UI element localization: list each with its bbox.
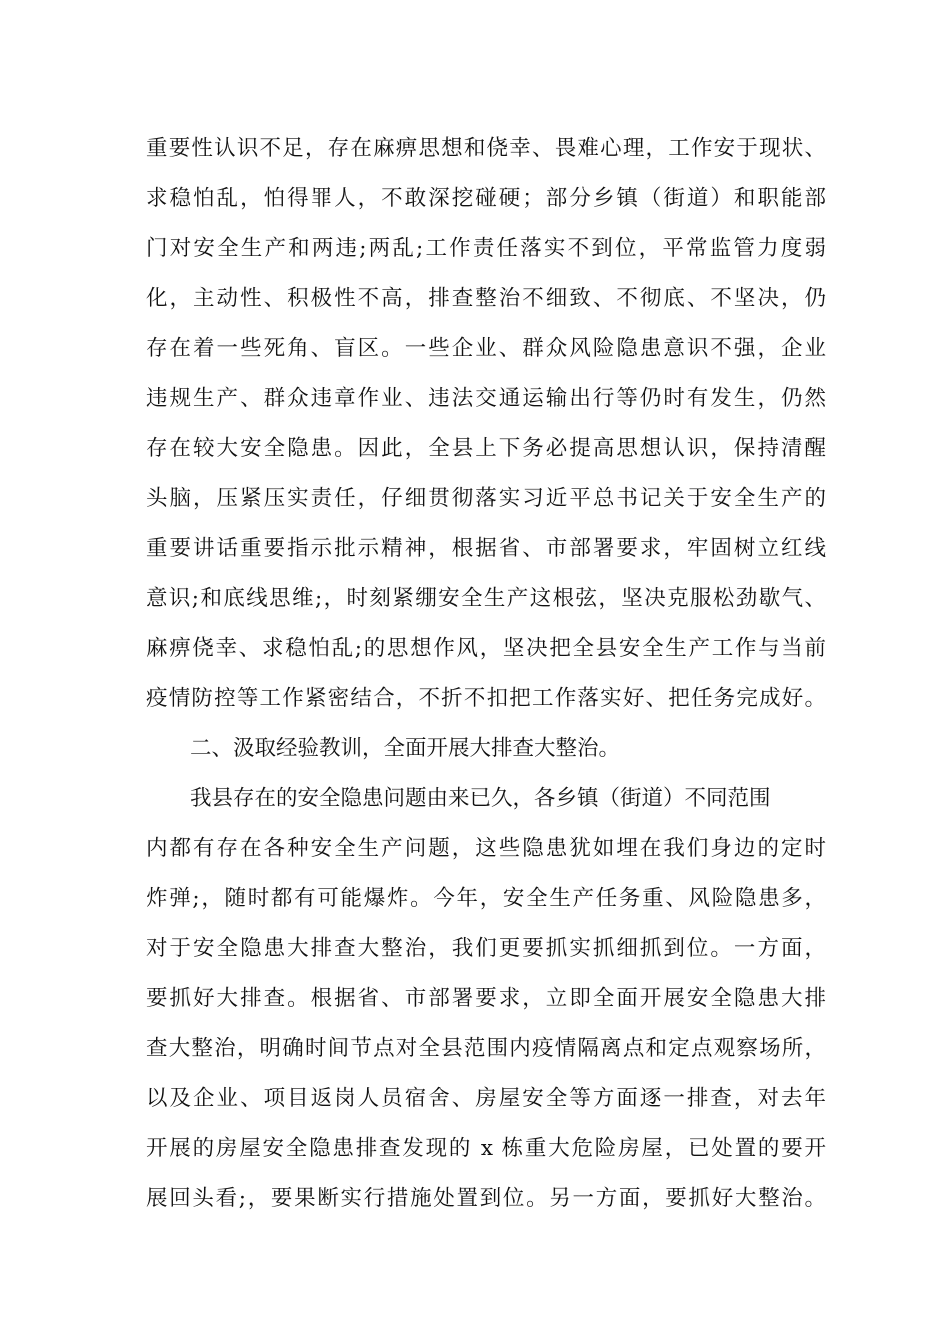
body-line-14: 我县存在的安全隐患问题由来已久，各乡镇（街道）不同范围 (190, 786, 771, 811)
body-line-5: 存在着一些死角、盲区。一些企业、群众风险隐患意识不强，企业 (146, 336, 826, 361)
body-line-4: 化，主动性、积极性不高，排查整治不细致、不彻底、不坚决，仍 (146, 286, 826, 311)
body-line-12: 疫情防控等工作紧密结合，不折不扣把工作落实好、把任务完成好。 (146, 686, 826, 711)
body-line-20: 以及企业、项目返岗人员宿舍、房屋安全等方面逐一排查，对去年 (146, 1086, 826, 1111)
body-line-11: 麻痹侥幸、求稳怕乱;的思想作风，坚决把全县安全生产工作与当前 (146, 636, 826, 661)
body-line-10: 意识;和底线思维;，时刻紧绷安全生产这根弦，坚决克服松劲歇气、 (146, 586, 826, 611)
body-line-17: 对于安全隐患大排查大整治，我们更要抓实抓细抓到位。一方面， (146, 936, 826, 961)
body-line-16: 炸弹;，随时都有可能爆炸。今年，安全生产任务重、风险隐患多， (146, 886, 826, 911)
body-line-19: 查大整治，明确时间节点对全县范围内疫情隔离点和定点观察场所， (146, 1036, 826, 1061)
body-line-6: 违规生产、群众违章作业、违法交通运输出行等仍时有发生，仍然 (146, 386, 826, 411)
body-line-15: 内都有存在各种安全生产问题，这些隐患犹如埋在我们身边的定时 (146, 836, 826, 861)
body-line-2: 求稳怕乱，怕得罪人，不敢深挖碰硬；部分乡镇（街道）和职能部 (146, 186, 826, 211)
body-line-18: 要抓好大排查。根据省、市部署要求，立即全面开展安全隐患大排 (146, 986, 826, 1011)
body-line-8: 头脑，压紧压实责任，仔细贯彻落实习近平总书记关于安全生产的 (146, 486, 826, 511)
document-body (146, 124, 826, 1224)
section-heading: 二、汲取经验教训，全面开展大排查大整治。 (190, 736, 621, 761)
body-line-22: 展回头看;，要果断实行措施处置到位。另一方面，要抓好大整治。 (146, 1186, 826, 1211)
body-line-7: 存在较大安全隐患。因此，全县上下务必提高思想认识，保持清醒 (146, 436, 826, 461)
body-line-21: 开展的房屋安全隐患排查发现的 x 栋重大危险房屋，已处置的要开 (146, 1136, 826, 1161)
body-line-9: 重要讲话重要指示批示精神，根据省、市部署要求，牢固树立红线 (146, 536, 826, 561)
body-line-3: 门对安全生产和两违;两乱;工作责任落实不到位，平常监管力度弱 (146, 236, 826, 261)
body-line-1: 重要性认识不足，存在麻痹思想和侥幸、畏难心理，工作安于现状、 (146, 136, 826, 161)
